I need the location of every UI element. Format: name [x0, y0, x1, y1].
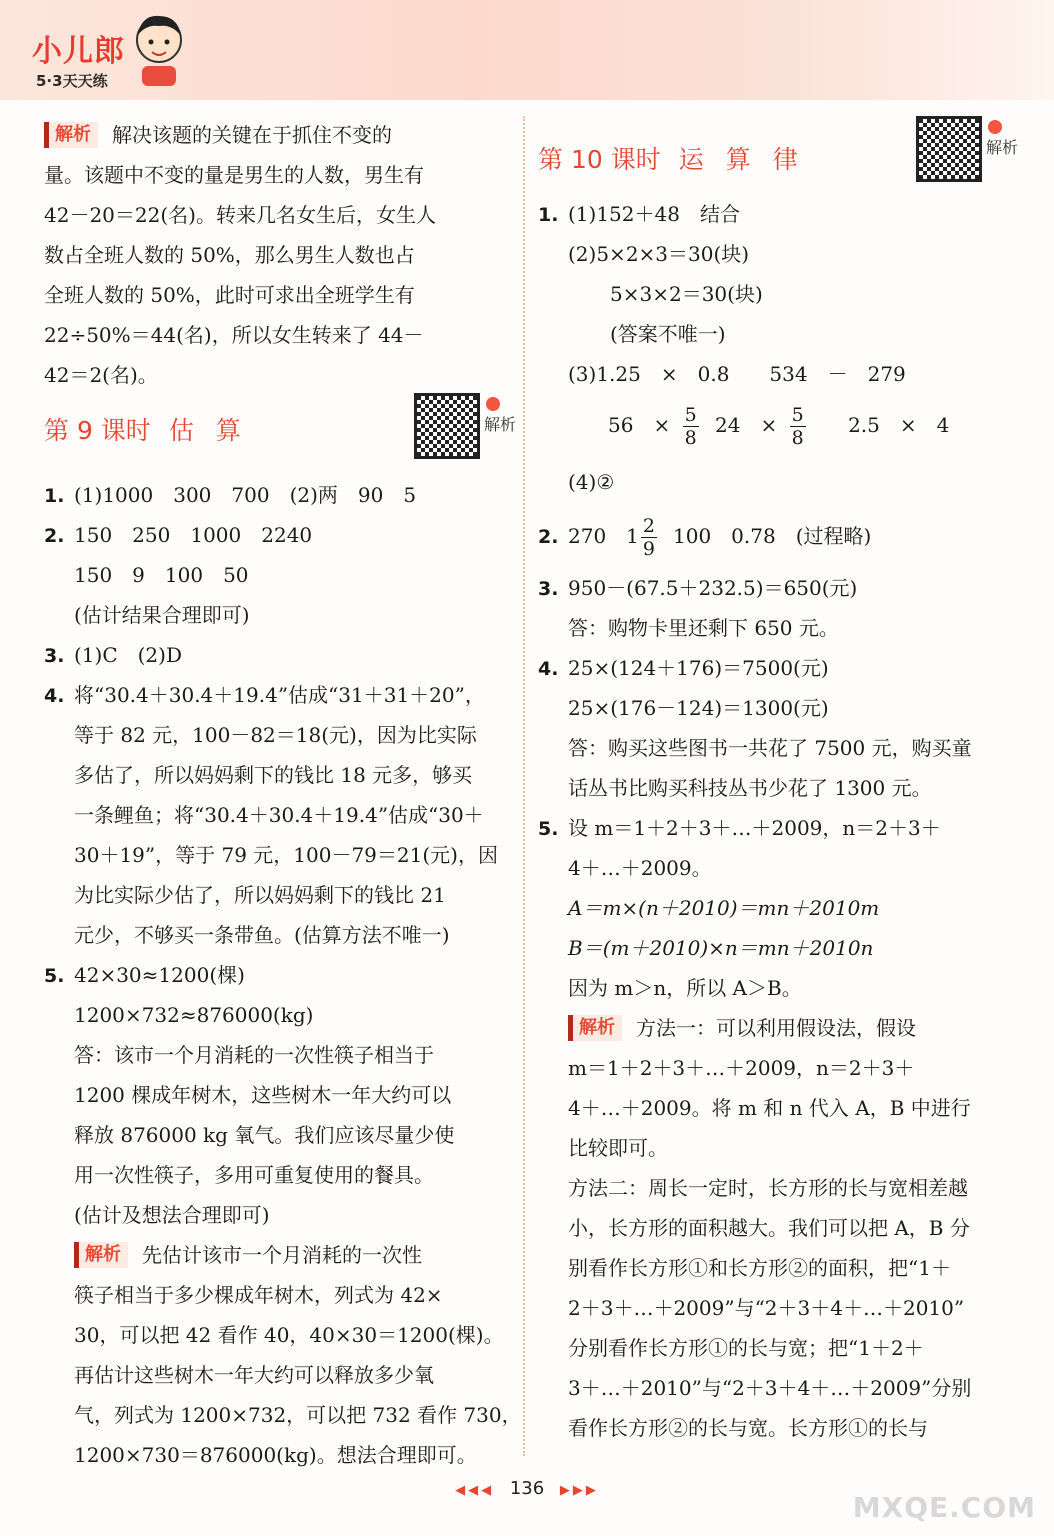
answer-line: 元少，不够买一条带鱼。(估算方法不唯一): [74, 923, 450, 947]
fraction: $\frac{5}{8}$: [791, 404, 804, 449]
answer-item: 4. 将“30.4＋30.4＋19.4”估成“31＋31＋20”，: [44, 683, 485, 707]
watermark: MXQE.COM: [852, 1491, 1036, 1524]
analysis-line: 42＝2(名)。: [44, 363, 158, 387]
answer-item: 2. 150 250 1000 2240: [44, 523, 313, 547]
answer-item: 3. (1)C (2)D: [44, 643, 182, 667]
page-number: 136: [509, 1478, 545, 1499]
brand-logo: 小儿郎: [32, 34, 125, 69]
answer-line: 150 9 100 50: [74, 563, 249, 587]
answer-item: 3. 950－(67.5＋232.5)＝650(元): [538, 576, 858, 600]
answer-item: 2. 270 1 $\frac{2}{9}$ 100 0.78 (过程略): [538, 515, 872, 560]
analysis-line: 筷子相当于多少棵成年树木，列式为 42×: [74, 1283, 443, 1307]
answer-line-fractions: 56 × $\frac{5}{8}$ 24 × $\frac{5}{8}$ 2.5 × 4: [608, 404, 950, 449]
answer-line: B＝(m＋2010)×n＝mn＋2010n: [568, 936, 874, 960]
qr-label: 解析: [484, 415, 517, 434]
analysis-tag: 解析: [74, 1242, 128, 1268]
answer-item: 1. (1)1000 300 700 (2)两 90 5: [44, 483, 417, 507]
play-icon: [486, 397, 500, 411]
answer-line: 等于 82 元，100－82＝18(元)，因为比实际: [74, 723, 477, 747]
lesson-title: [44, 401, 517, 461]
analysis-line: 2＋3＋…＋2009”与“2＋3＋4＋…＋2010”: [568, 1296, 965, 1320]
analysis-line: 42－20＝22(名)。转来几名女生后，女生人: [44, 203, 436, 227]
analysis-line: 气，列式为 1200×732，可以把 732 看作 730，: [74, 1403, 522, 1427]
analysis-line: 数占全班人数的 50%，那么男生人数也占: [44, 243, 415, 267]
lesson-title: [538, 130, 1018, 194]
answer-line: 1200×732≈876000(kg): [74, 1003, 314, 1027]
next-arrows-icon: ▶▶▶: [559, 1483, 599, 1498]
answer-line: (3)1.25 × 0.8 534 － 279: [568, 362, 906, 386]
answer-line: 1200 棵成年树木，这些树木一年大约可以: [74, 1083, 452, 1107]
answer-line: A＝m×(n＋2010)＝mn＋2010m: [568, 896, 880, 920]
analysis-line: 22÷50%＝44(名)，所以女生转来了 44－: [44, 323, 424, 347]
analysis-tag: 解析: [44, 122, 98, 148]
answer-item: 1. (1)152＋48 结合: [538, 202, 740, 226]
answer-line: (4)②: [568, 470, 615, 494]
answer-item: 5. 42×30≈1200(棵): [44, 963, 245, 987]
analysis-line: 3＋…＋2010”与“2＋3＋4＋…＋2009”分别: [568, 1376, 972, 1400]
answer-item: 5. 设 m＝1＋2＋3＋…＋2009，n＝2＋3＋: [538, 816, 941, 840]
answer-item: 4. 25×(124＋176)＝7500(元): [538, 656, 829, 680]
analysis-tag: 解析: [568, 1015, 622, 1041]
analysis-line: 别看作长方形①和长方形②的面积，把“1＋: [568, 1256, 951, 1280]
lesson-number: 第 9 课时: [44, 416, 151, 445]
answer-line: 答：购物卡里还剩下 650 元。: [568, 616, 839, 640]
answer-line: (答案不唯一): [610, 322, 726, 346]
analysis-line: m＝1＋2＋3＋…＋2009，n＝2＋3＋: [568, 1056, 915, 1080]
left-column: [44, 115, 522, 1475]
analysis-line: 解析 先估计该市一个月消耗的一次性: [44, 1235, 514, 1275]
answer-line: 一条鲤鱼；将“30.4＋30.4＋19.4”估成“30＋: [74, 803, 484, 827]
answer-line: 用一次性筷子，多用可重复使用的餐具。: [74, 1163, 434, 1187]
qr-code-icon[interactable]: [414, 393, 480, 459]
lesson-topic: 估算: [168, 416, 263, 445]
lesson-topic: 运算律: [678, 145, 820, 174]
analysis-line: 比较即可。: [568, 1136, 668, 1160]
play-icon: [988, 120, 1002, 134]
answer-line: (2)5×2×3＝30(块): [568, 242, 750, 266]
answer-line: 话丛书比购买科技丛书少花了 1300 元。: [568, 776, 932, 800]
answer-line: (估计结果合理即可): [74, 603, 250, 627]
column-divider: [523, 116, 525, 1456]
analysis-line: 量。该题中不变的量是男生的人数，男生有: [44, 163, 424, 187]
analysis-line: 全班人数的 50%，此时可求出全班学生有: [44, 283, 415, 307]
answer-line: 30＋19”，等于 79 元，100－79＝21(元)，因: [74, 843, 498, 867]
answer-line: 5×3×2＝30(块): [610, 282, 763, 306]
analysis-line: 4＋…＋2009。将 m 和 n 代入 A，B 中进行: [568, 1096, 971, 1120]
fraction: $\frac{5}{8}$: [684, 404, 697, 449]
answer-line: 25×(176－124)＝1300(元): [568, 696, 829, 720]
answer-line: 多估了，所以妈妈剩下的钱比 18 元多，够买: [74, 763, 473, 787]
analysis-line: 30，可以把 42 看作 40，40×30＝1200(棵)。: [74, 1323, 504, 1347]
analysis-line: 看作长方形②的长与宽。长方形①的长与: [568, 1416, 928, 1440]
analysis-line: 1200×730＝876000(kg)。想法合理即可。: [74, 1443, 477, 1467]
analysis-line: 再估计这些树木一年大约可以释放多少氧: [74, 1363, 434, 1387]
mascot-icon: [128, 10, 190, 90]
analysis-line: 方法二：周长一定时，长方形的长与宽相差越: [568, 1176, 968, 1200]
qr-label: 解析: [986, 138, 1019, 157]
answer-line: 因为 m＞n，所以 A＞B。: [568, 976, 802, 1000]
lesson-number: 第 10 课时: [538, 145, 661, 174]
analysis-line: 解析 解决该题的关键在于抓住不变的: [44, 115, 514, 155]
answer-line: 答：购买这些图书一共花了 7500 元，购买童: [568, 736, 972, 760]
answer-line: 为比实际少估了，所以妈妈剩下的钱比 21: [74, 883, 446, 907]
analysis-line: 小，长方形的面积越大。我们可以把 A，B 分: [568, 1216, 970, 1240]
qr-code-icon[interactable]: [916, 116, 982, 182]
page-header: [0, 0, 1054, 100]
answer-line: 答：该市一个月消耗的一次性筷子相当于: [74, 1043, 434, 1067]
analysis-line: 解析 方法一：可以利用假设法，假设: [538, 1008, 1018, 1048]
answer-line: (估计及想法合理即可): [74, 1203, 270, 1227]
prev-arrows-icon: ◀◀◀: [455, 1483, 495, 1498]
fraction: $\frac{2}{9}$: [642, 515, 655, 560]
brand-subtitle: 5·3天天练: [36, 72, 108, 90]
answer-line: 4＋…＋2009。: [568, 856, 712, 880]
analysis-line: 分别看作长方形①的长与宽；把“1＋2＋: [568, 1336, 924, 1360]
right-column: [538, 130, 1018, 1448]
answer-line: 释放 876000 kg 氧气。我们应该尽量少使: [74, 1123, 455, 1147]
